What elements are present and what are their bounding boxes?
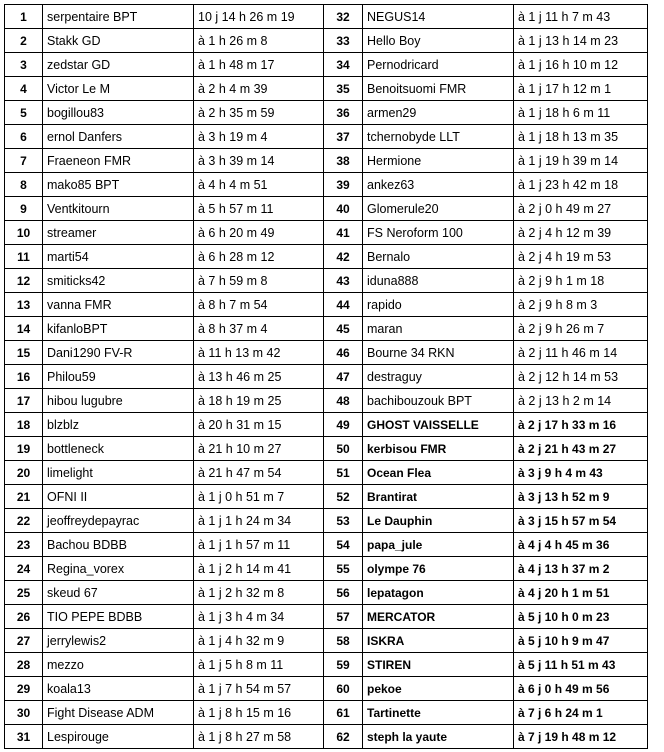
gap-right-cell: à 7 j 6 h 24 m 1 — [514, 701, 648, 725]
skipper-right-cell: Bernalo — [363, 245, 514, 269]
skipper-left-cell: koala13 — [43, 677, 194, 701]
rank-right-cell: 34 — [324, 53, 363, 77]
gap-right-cell: à 3 j 9 h 4 m 43 — [514, 461, 648, 485]
skipper-left-cell: Ventkitourn — [43, 197, 194, 221]
table-row — [5, 413, 648, 437]
rank-right-cell: 61 — [324, 701, 363, 725]
table-row — [5, 173, 648, 197]
skipper-right-cell: maran — [363, 317, 514, 341]
gap-left-cell: à 7 h 59 m 8 — [194, 269, 324, 293]
rank-right-cell: 62 — [324, 725, 363, 749]
skipper-right-cell: olympe 76 — [363, 557, 514, 581]
rank-left-cell: 13 — [5, 293, 43, 317]
rank-right-cell: 59 — [324, 653, 363, 677]
rank-right-cell: 39 — [324, 173, 363, 197]
table-row — [5, 269, 648, 293]
rank-right-cell: 60 — [324, 677, 363, 701]
skipper-left-cell: bottleneck — [43, 437, 194, 461]
gap-right-cell: à 4 j 20 h 1 m 51 — [514, 581, 648, 605]
rank-left-cell: 30 — [5, 701, 43, 725]
rank-right-cell: 57 — [324, 605, 363, 629]
table-row — [5, 701, 648, 725]
skipper-right-cell: ankez63 — [363, 173, 514, 197]
rank-left-cell: 22 — [5, 509, 43, 533]
skipper-left-cell: serpentaire BPT — [43, 5, 194, 29]
gap-right-cell: à 5 j 10 h 0 m 23 — [514, 605, 648, 629]
skipper-right-cell: destraguy — [363, 365, 514, 389]
table-row — [5, 437, 648, 461]
rank-right-cell: 48 — [324, 389, 363, 413]
rank-right-cell: 47 — [324, 365, 363, 389]
skipper-left-cell: jerrylewis2 — [43, 629, 194, 653]
skipper-left-cell: blzblz — [43, 413, 194, 437]
gap-left-cell: à 1 j 5 h 8 m 11 — [194, 653, 324, 677]
rank-right-cell: 49 — [324, 413, 363, 437]
skipper-right-cell: Ocean Flea — [363, 461, 514, 485]
gap-left-cell: à 8 h 37 m 4 — [194, 317, 324, 341]
table-row — [5, 29, 648, 53]
skipper-left-cell: skeud 67 — [43, 581, 194, 605]
skipper-left-cell: Stakk GD — [43, 29, 194, 53]
gap-left-cell: à 3 h 19 m 4 — [194, 125, 324, 149]
skipper-right-cell: Brantirat — [363, 485, 514, 509]
skipper-left-cell: Dani1290 FV-R — [43, 341, 194, 365]
skipper-right-cell: kerbisou FMR — [363, 437, 514, 461]
rank-right-cell: 55 — [324, 557, 363, 581]
skipper-left-cell: Philou59 — [43, 365, 194, 389]
ranking-table — [4, 4, 648, 749]
skipper-right-cell: Tartinette — [363, 701, 514, 725]
gap-left-cell: à 1 j 2 h 14 m 41 — [194, 557, 324, 581]
gap-right-cell: à 2 j 0 h 49 m 27 — [514, 197, 648, 221]
gap-left-cell: à 21 h 10 m 27 — [194, 437, 324, 461]
table-row — [5, 725, 648, 749]
gap-right-cell: à 2 j 12 h 14 m 53 — [514, 365, 648, 389]
table-row — [5, 485, 648, 509]
skipper-right-cell: GHOST VAISSELLE — [363, 413, 514, 437]
skipper-left-cell: vanna FMR — [43, 293, 194, 317]
gap-right-cell: à 1 j 19 h 39 m 14 — [514, 149, 648, 173]
rank-left-cell: 31 — [5, 725, 43, 749]
gap-left-cell: à 5 h 57 m 11 — [194, 197, 324, 221]
skipper-right-cell: NEGUS14 — [363, 5, 514, 29]
skipper-left-cell: mezzo — [43, 653, 194, 677]
rank-right-cell: 40 — [324, 197, 363, 221]
gap-right-cell: à 3 j 15 h 57 m 54 — [514, 509, 648, 533]
rank-left-cell: 3 — [5, 53, 43, 77]
table-row — [5, 221, 648, 245]
gap-left-cell: à 20 h 31 m 15 — [194, 413, 324, 437]
rank-left-cell: 29 — [5, 677, 43, 701]
skipper-left-cell: OFNI II — [43, 485, 194, 509]
gap-left-cell: à 11 h 13 m 42 — [194, 341, 324, 365]
table-row — [5, 557, 648, 581]
table-row — [5, 245, 648, 269]
gap-left-cell: à 1 j 8 h 15 m 16 — [194, 701, 324, 725]
skipper-right-cell: iduna888 — [363, 269, 514, 293]
gap-right-cell: à 2 j 4 h 19 m 53 — [514, 245, 648, 269]
skipper-right-cell: tchernobyde LLT — [363, 125, 514, 149]
skipper-right-cell: Benoitsuomi FMR — [363, 77, 514, 101]
rank-right-cell: 35 — [324, 77, 363, 101]
rank-left-cell: 15 — [5, 341, 43, 365]
gap-right-cell: à 1 j 13 h 14 m 23 — [514, 29, 648, 53]
skipper-right-cell: MERCATOR — [363, 605, 514, 629]
skipper-right-cell: bachibouzouk BPT — [363, 389, 514, 413]
table-row — [5, 53, 648, 77]
skipper-left-cell: Regina_vorex — [43, 557, 194, 581]
skipper-left-cell: ernol Danfers — [43, 125, 194, 149]
rank-right-cell: 33 — [324, 29, 363, 53]
skipper-right-cell: pekoe — [363, 677, 514, 701]
table-row — [5, 149, 648, 173]
gap-right-cell: à 2 j 21 h 43 m 27 — [514, 437, 648, 461]
gap-right-cell: à 1 j 17 h 12 m 1 — [514, 77, 648, 101]
skipper-right-cell: lepatagon — [363, 581, 514, 605]
skipper-left-cell: limelight — [43, 461, 194, 485]
rank-left-cell: 9 — [5, 197, 43, 221]
rank-left-cell: 2 — [5, 29, 43, 53]
skipper-left-cell: TIO PEPE BDBB — [43, 605, 194, 629]
rank-left-cell: 7 — [5, 149, 43, 173]
table-row — [5, 677, 648, 701]
skipper-left-cell: streamer — [43, 221, 194, 245]
skipper-right-cell: rapido — [363, 293, 514, 317]
gap-right-cell: à 1 j 18 h 13 m 35 — [514, 125, 648, 149]
rank-left-cell: 20 — [5, 461, 43, 485]
table-row — [5, 197, 648, 221]
gap-left-cell: à 1 j 4 h 32 m 9 — [194, 629, 324, 653]
rank-left-cell: 6 — [5, 125, 43, 149]
gap-left-cell: 10 j 14 h 26 m 19 — [194, 5, 324, 29]
skipper-left-cell: bogillou83 — [43, 101, 194, 125]
skipper-right-cell: ISKRA — [363, 629, 514, 653]
gap-left-cell: à 2 h 4 m 39 — [194, 77, 324, 101]
gap-left-cell: à 1 j 7 h 54 m 57 — [194, 677, 324, 701]
table-row — [5, 293, 648, 317]
gap-left-cell: à 1 j 8 h 27 m 58 — [194, 725, 324, 749]
rank-left-cell: 21 — [5, 485, 43, 509]
gap-left-cell: à 21 h 47 m 54 — [194, 461, 324, 485]
rank-right-cell: 37 — [324, 125, 363, 149]
gap-left-cell: à 2 h 35 m 59 — [194, 101, 324, 125]
gap-left-cell: à 6 h 20 m 49 — [194, 221, 324, 245]
rank-right-cell: 38 — [324, 149, 363, 173]
gap-right-cell: à 1 j 23 h 42 m 18 — [514, 173, 648, 197]
table-row — [5, 77, 648, 101]
skipper-left-cell: smiticks42 — [43, 269, 194, 293]
rank-right-cell: 43 — [324, 269, 363, 293]
gap-left-cell: à 1 j 2 h 32 m 8 — [194, 581, 324, 605]
rank-right-cell: 54 — [324, 533, 363, 557]
gap-left-cell: à 3 h 39 m 14 — [194, 149, 324, 173]
table-row — [5, 629, 648, 653]
rank-left-cell: 16 — [5, 365, 43, 389]
ranking-table-body — [5, 5, 648, 749]
rank-right-cell: 42 — [324, 245, 363, 269]
table-row — [5, 461, 648, 485]
skipper-right-cell: Hermione — [363, 149, 514, 173]
rank-left-cell: 25 — [5, 581, 43, 605]
skipper-left-cell: Lespirouge — [43, 725, 194, 749]
skipper-right-cell: Pernodricard — [363, 53, 514, 77]
table-row — [5, 509, 648, 533]
gap-right-cell: à 2 j 11 h 46 m 14 — [514, 341, 648, 365]
ranking-table-container — [4, 4, 648, 749]
gap-right-cell: à 1 j 11 h 7 m 43 — [514, 5, 648, 29]
gap-left-cell: à 13 h 46 m 25 — [194, 365, 324, 389]
gap-right-cell: à 1 j 16 h 10 m 12 — [514, 53, 648, 77]
skipper-left-cell: jeoffreydepayrac — [43, 509, 194, 533]
gap-right-cell: à 2 j 9 h 26 m 7 — [514, 317, 648, 341]
gap-left-cell: à 1 j 1 h 57 m 11 — [194, 533, 324, 557]
skipper-right-cell: armen29 — [363, 101, 514, 125]
skipper-right-cell: papa_jule — [363, 533, 514, 557]
rank-left-cell: 27 — [5, 629, 43, 653]
skipper-right-cell: steph la yaute — [363, 725, 514, 749]
rank-right-cell: 45 — [324, 317, 363, 341]
skipper-right-cell: Bourne 34 RKN — [363, 341, 514, 365]
rank-left-cell: 4 — [5, 77, 43, 101]
skipper-left-cell: Victor Le M — [43, 77, 194, 101]
rank-right-cell: 41 — [324, 221, 363, 245]
rank-right-cell: 56 — [324, 581, 363, 605]
skipper-left-cell: kifanloBPT — [43, 317, 194, 341]
table-row — [5, 125, 648, 149]
rank-left-cell: 18 — [5, 413, 43, 437]
gap-left-cell: à 1 j 0 h 51 m 7 — [194, 485, 324, 509]
rank-right-cell: 50 — [324, 437, 363, 461]
skipper-left-cell: mako85 BPT — [43, 173, 194, 197]
rank-left-cell: 8 — [5, 173, 43, 197]
gap-right-cell: à 2 j 9 h 8 m 3 — [514, 293, 648, 317]
rank-left-cell: 28 — [5, 653, 43, 677]
gap-left-cell: à 4 h 4 m 51 — [194, 173, 324, 197]
rank-right-cell: 32 — [324, 5, 363, 29]
gap-left-cell: à 1 j 3 h 4 m 34 — [194, 605, 324, 629]
gap-right-cell: à 2 j 13 h 2 m 14 — [514, 389, 648, 413]
skipper-left-cell: Bachou BDBB — [43, 533, 194, 557]
skipper-right-cell: FS Neroform 100 — [363, 221, 514, 245]
gap-right-cell: à 2 j 4 h 12 m 39 — [514, 221, 648, 245]
skipper-right-cell: Hello Boy — [363, 29, 514, 53]
rank-left-cell: 12 — [5, 269, 43, 293]
gap-right-cell: à 7 j 19 h 48 m 12 — [514, 725, 648, 749]
table-row — [5, 389, 648, 413]
rank-left-cell: 24 — [5, 557, 43, 581]
rank-left-cell: 11 — [5, 245, 43, 269]
rank-right-cell: 46 — [324, 341, 363, 365]
gap-left-cell: à 1 j 1 h 24 m 34 — [194, 509, 324, 533]
rank-left-cell: 17 — [5, 389, 43, 413]
table-row — [5, 5, 648, 29]
rank-left-cell: 23 — [5, 533, 43, 557]
gap-right-cell: à 2 j 17 h 33 m 16 — [514, 413, 648, 437]
rank-right-cell: 52 — [324, 485, 363, 509]
table-row — [5, 365, 648, 389]
gap-right-cell: à 4 j 4 h 45 m 36 — [514, 533, 648, 557]
rank-right-cell: 51 — [324, 461, 363, 485]
gap-right-cell: à 5 j 10 h 9 m 47 — [514, 629, 648, 653]
skipper-right-cell: Glomerule20 — [363, 197, 514, 221]
rank-left-cell: 26 — [5, 605, 43, 629]
skipper-left-cell: marti54 — [43, 245, 194, 269]
gap-right-cell: à 2 j 9 h 1 m 18 — [514, 269, 648, 293]
gap-right-cell: à 4 j 13 h 37 m 2 — [514, 557, 648, 581]
gap-left-cell: à 1 h 26 m 8 — [194, 29, 324, 53]
skipper-left-cell: zedstar GD — [43, 53, 194, 77]
skipper-left-cell: Fraeneon FMR — [43, 149, 194, 173]
rank-left-cell: 10 — [5, 221, 43, 245]
gap-right-cell: à 5 j 11 h 51 m 43 — [514, 653, 648, 677]
gap-left-cell: à 18 h 19 m 25 — [194, 389, 324, 413]
rank-right-cell: 36 — [324, 101, 363, 125]
skipper-right-cell: STIREN — [363, 653, 514, 677]
rank-left-cell: 14 — [5, 317, 43, 341]
table-row — [5, 581, 648, 605]
rank-right-cell: 53 — [324, 509, 363, 533]
table-row — [5, 341, 648, 365]
rank-right-cell: 44 — [324, 293, 363, 317]
rank-left-cell: 1 — [5, 5, 43, 29]
rank-left-cell: 5 — [5, 101, 43, 125]
table-row — [5, 317, 648, 341]
gap-left-cell: à 1 h 48 m 17 — [194, 53, 324, 77]
gap-left-cell: à 6 h 28 m 12 — [194, 245, 324, 269]
gap-right-cell: à 6 j 0 h 49 m 56 — [514, 677, 648, 701]
rank-right-cell: 58 — [324, 629, 363, 653]
gap-left-cell: à 8 h 7 m 54 — [194, 293, 324, 317]
table-row — [5, 533, 648, 557]
skipper-right-cell: Le Dauphin — [363, 509, 514, 533]
table-row — [5, 101, 648, 125]
table-row — [5, 605, 648, 629]
gap-right-cell: à 3 j 13 h 52 m 9 — [514, 485, 648, 509]
skipper-left-cell: hibou lugubre — [43, 389, 194, 413]
rank-left-cell: 19 — [5, 437, 43, 461]
gap-right-cell: à 1 j 18 h 6 m 11 — [514, 101, 648, 125]
skipper-left-cell: Fight Disease ADM — [43, 701, 194, 725]
table-row — [5, 653, 648, 677]
